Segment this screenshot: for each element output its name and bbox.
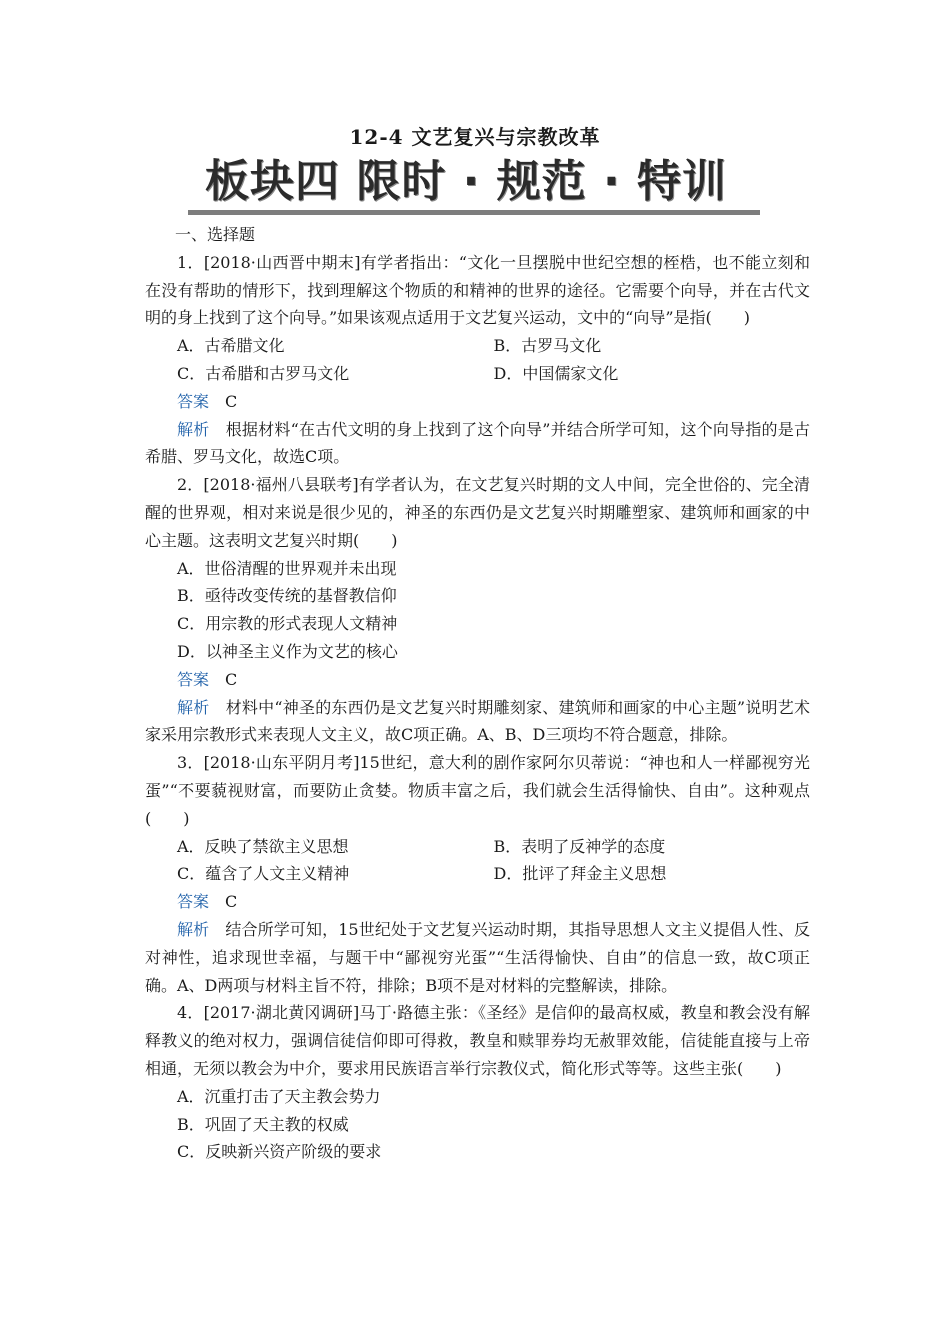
question-2-option-b: B．亟待改变传统的基督教信仰 xyxy=(177,586,397,606)
analysis-label: 解析 xyxy=(177,419,210,439)
analysis-label: 解析 xyxy=(177,919,210,939)
question-1-answer xyxy=(145,388,810,416)
question-3-answer-value: C xyxy=(225,892,238,912)
question-4-stem: 4．[2017·湖北黄冈调研]马丁·路德主张：《圣经》是信仰的最高权威，教皇和教会没有解释教义的绝对权力，强调信徒信仰即可得救，教皇和赎罪券均无赦罪效能，信徒能直接与上帝相通，无须以教会为中介，要求用民族语言举行宗教仪式，简化形式等等。这些主张( ) xyxy=(145,1003,810,1078)
section-banner: 板块四 限时 · 规范 · 特训 xyxy=(205,156,728,207)
page-title: 12-4 文艺复兴与宗教改革 xyxy=(349,125,601,149)
question-3-options-row-1 xyxy=(145,833,810,861)
question-2-stem: 2．[2018·福州八县联考]有学者认为，在文艺复兴时期的文人中间，完全世俗的、完全清醒的世界观，相对来说是很少见的，神圣的东西仍是文艺复兴时期雕塑家、建筑师和画家的中心主题。这表明文艺复兴时期( ) xyxy=(145,475,810,550)
banner-underline xyxy=(188,210,760,215)
question-3-stem: 3．[2018·山东平阴月考]15世纪，意大利的剧作家阿尔贝蒂说：“神也和人一样鄙视穷光蛋”“不要藐视财富，而要防止贪婪。物质丰富之后，我们就会生活得愉快、自由”。这种观点( ) xyxy=(145,753,810,828)
question-2-answer-value: C xyxy=(225,669,238,689)
question-3-answer xyxy=(145,888,810,916)
section-heading: 一、选择题 xyxy=(175,225,256,244)
question-1-analysis-text: 根据材料“在古代文明的身上找到了这个向导”并结合所学可知，这个向导指的是古希腊、罗马文化，故选C项。 xyxy=(145,419,810,467)
question-1-option-c: C．古希腊和古罗马文化 xyxy=(177,363,350,383)
question-2 xyxy=(145,471,810,749)
question-2-analysis-text: 材料中“神圣的东西仍是文艺复兴时期雕刻家、建筑师和画家的中心主题”说明艺术家采用宗教形式来表现人文主义，故C项正确。A、B、D三项均不符合题意，排除。 xyxy=(145,697,810,745)
question-4-option-b: B．巩固了天主教的权威 xyxy=(177,1114,349,1134)
question-1 xyxy=(145,249,810,471)
question-3-analysis xyxy=(145,916,810,999)
question-1-stem: 1．[2018·山西晋中期末]有学者指出：“文化一旦摆脱中世纪空想的桎梏，也不能立刻和在没有帮助的情形下，找到理解这个物质的和精神的世界的途径。它需要个向导，并在古代文明的身上找到了这个向导。”如果该观点适用于文艺复兴运动，文中的“向导”是指( ) xyxy=(145,252,810,328)
answer-label: 答案 xyxy=(177,669,210,689)
question-1-options-row-1 xyxy=(145,332,810,360)
question-2-option-d: D．以神圣主义作为文艺的核心 xyxy=(177,641,398,661)
question-1-analysis xyxy=(145,416,810,472)
question-2-analysis xyxy=(145,694,810,750)
question-2-answer xyxy=(145,666,810,694)
question-4-option-c: C．反映新兴资产阶级的要求 xyxy=(177,1142,382,1162)
question-2-option-c: C．用宗教的形式表现人文精神 xyxy=(177,614,398,634)
answer-label: 答案 xyxy=(177,892,210,912)
question-1-options-row-2 xyxy=(145,360,810,388)
question-3-option-d: D．批评了拜金主义思想 xyxy=(493,864,667,884)
content-body xyxy=(145,221,810,1166)
analysis-label: 解析 xyxy=(177,697,210,717)
question-1-option-b: B．古罗马文化 xyxy=(493,336,602,356)
question-3-option-c: C．蕴含了人文主义精神 xyxy=(177,864,350,884)
question-1-option-a: A．古希腊文化 xyxy=(177,336,285,356)
question-4-option-a: A．沉重打击了天主教会势力 xyxy=(177,1086,381,1106)
question-3-options-row-2 xyxy=(145,860,810,888)
answer-label: 答案 xyxy=(177,391,210,411)
question-3-analysis-text: 结合所学可知，15世纪处于文艺复兴运动时期，其指导思想人文主义提倡人性、反对神性，追求现世幸福，与题干中“鄙视穷光蛋”“生活得愉快、自由”的信息一致，故C项正确。A、D两项与材料主旨不符，排除；B项不是对材料的完整解读，排除。 xyxy=(145,919,810,995)
question-2-option-a: A．世俗清醒的世界观并未出现 xyxy=(177,558,397,578)
question-1-answer-value: C xyxy=(225,391,238,411)
question-4 xyxy=(145,999,810,1166)
question-3 xyxy=(145,749,810,999)
question-1-option-d: D．中国儒家文化 xyxy=(493,363,619,383)
question-3-option-b: B．表明了反神学的态度 xyxy=(493,836,666,856)
question-3-option-a: A．反映了禁欲主义思想 xyxy=(177,836,349,856)
